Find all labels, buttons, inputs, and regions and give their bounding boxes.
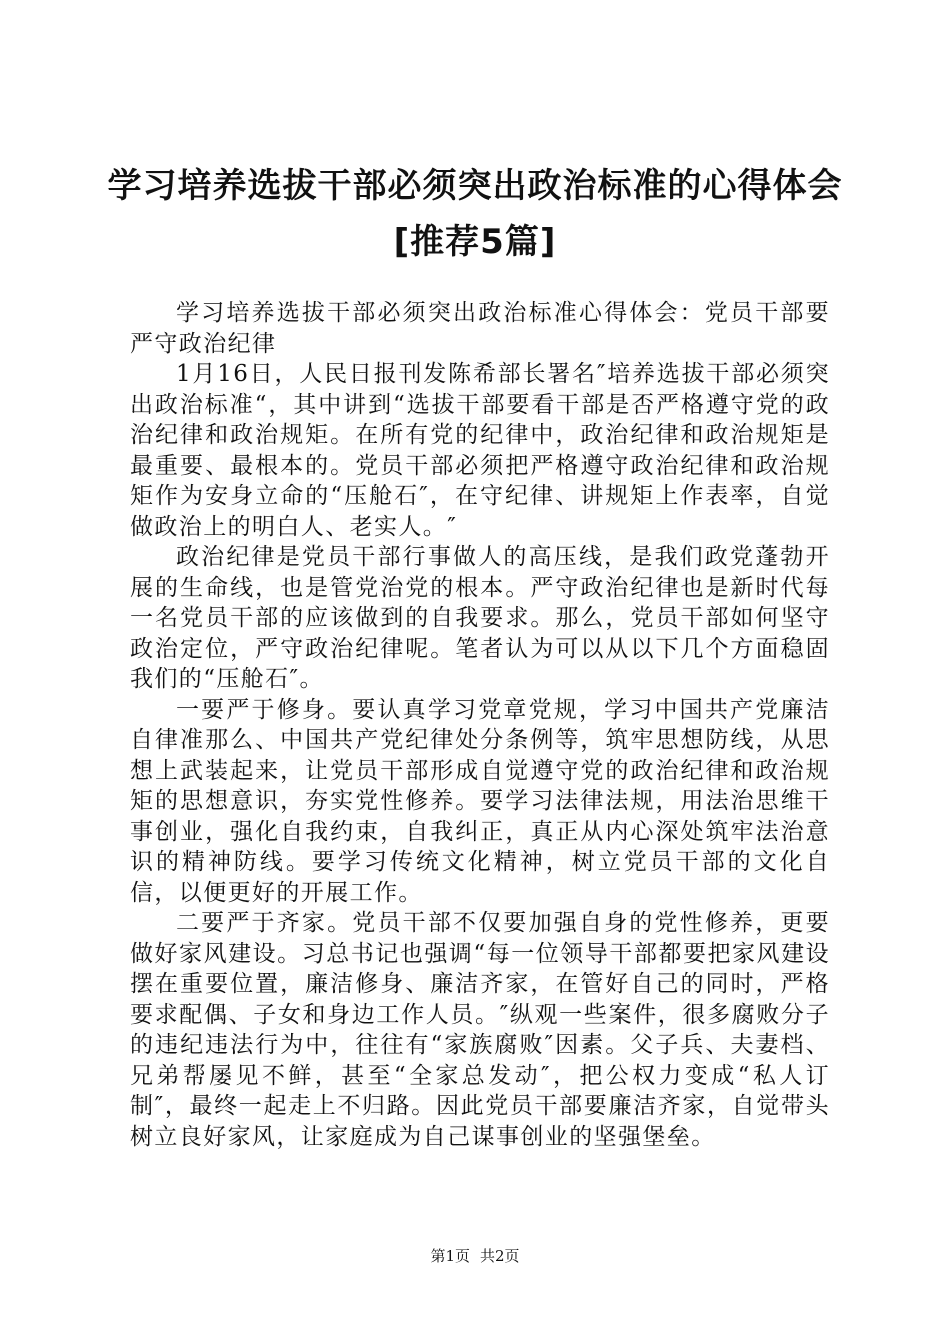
page-number: 第1页 xyxy=(430,1247,470,1265)
paragraph: 政治纪律是党员干部行事做人的高压线，是我们政党蓬勃开展的生命线，也是管党治党的根本。严守政治纪律也是新时代每一名党员干部的应该做到的自我要求。那么，党员干部如何坚守政治定位，严守政治纪律呢。笔者认为可以从以下几个方面稳固我们的“压舱石″。 xyxy=(130,544,830,692)
document-title: 学习培养选拔干部必须突出政治标准的心得体会[推荐5篇] xyxy=(107,166,843,262)
subtitle-paragraph: 学习培养选拔干部必须突出政治标准心得体会：党员干部要严守政治纪律 xyxy=(130,300,830,357)
paragraph: 一要严于修身。要认真学习党章党规，学习中国共产党廉洁自律准那么、中国共产党纪律处分条例等，筑牢思想防线，从思想上武装起来，让党员干部形成自觉遵守党的政治纪律和政治规矩的思想意识，夯实党性修养。要学习法律法规，用法治思维干事创业，强化自我约束，自我纠正，真正从内心深处筑牢法治意识的精神防线。要学习传统文化精神，树立党员干部的文化自信，以便更好的开展工作。 xyxy=(130,696,830,906)
page-footer xyxy=(0,1246,950,1266)
paragraph: 二要严于齐家。党员干部不仅要加强自身的党性修养，更要做好家风建设。习总书记也强调“每一位领导干部都要把家风建设摆在重要位置，廉洁修身、廉洁齐家，在管好自己的同时，严格要求配偶、子女和身边工作人员。″纵观一些案件，很多腐败分子的违纪违法行为中，往往有“家族腐败″因素。父子兵、夫妻档、兄弟帮屡见不鲜，甚至“全家总发动″，把公权力变成“私人订制″，最终一起走上不归路。因此党员干部要廉洁齐家，自觉带头树立良好家风，让家庭成为自己谋事创业的坚强堡垒。 xyxy=(130,910,830,1150)
paragraph: 1月16日，人民日报刊发陈希部长署名″培养选拔干部必须突出政治标准“，其中讲到“选拔干部要看干部是否严格遵守党的政治纪律和政治规矩。在所有党的纪律中，政治纪律和政治规矩是最重要、最根本的。党员干部必须把严格遵守政治纪律和政治规矩作为安身立命的“压舱石″，在守纪律、讲规矩上作表率，自觉做政治上的明白人、老实人。″ xyxy=(130,361,830,540)
document-body xyxy=(130,298,830,1152)
page-total: 共2页 xyxy=(480,1247,520,1265)
